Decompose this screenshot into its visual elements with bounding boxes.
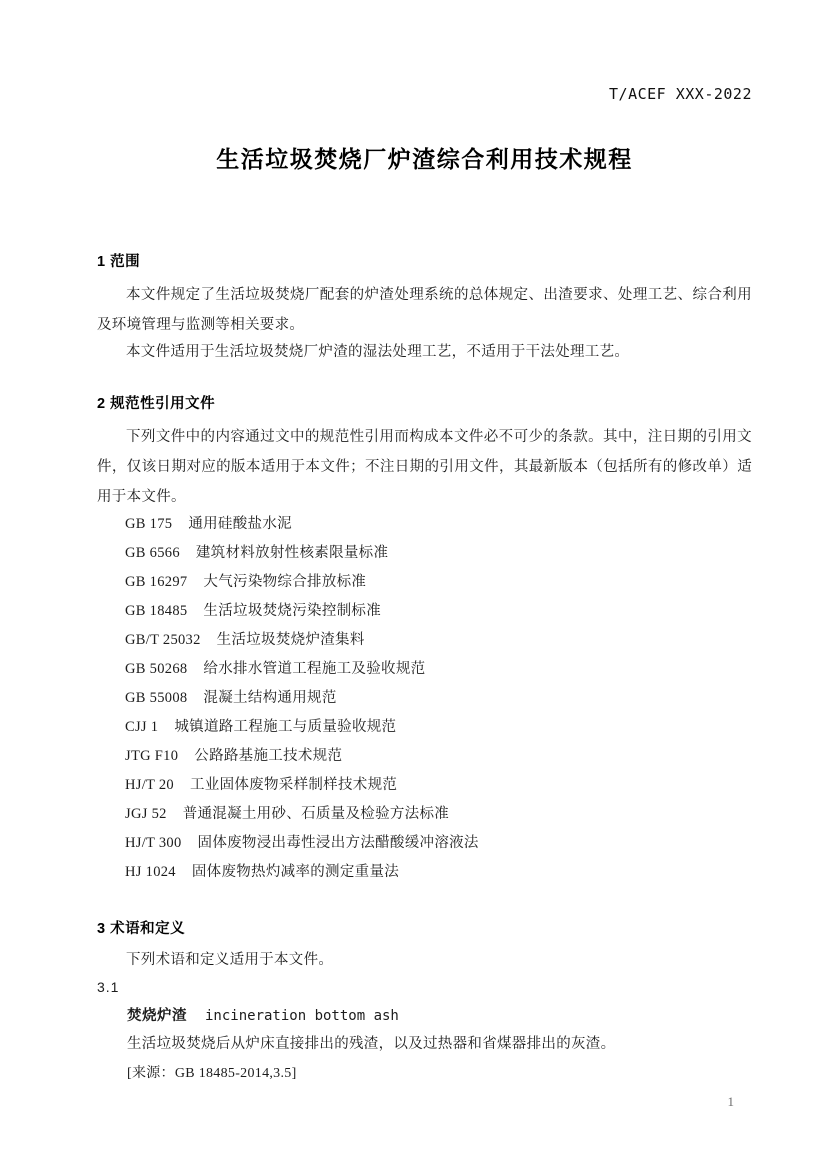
terms-intro: 下列术语和定义适用于本文件。 [126,952,334,968]
reference-code: HJ 1024 [125,864,176,880]
reference-item [125,800,752,829]
section-heading-references: 2 规范性引用文件 [97,396,216,412]
term-en: incineration bottom ash [205,1008,399,1024]
reference-name: 生活垃圾焚烧炉渣集料 [216,632,365,648]
reference-code: JTG F10 [125,748,179,764]
reference-name: 建筑材料放射性核素限量标准 [195,545,389,561]
reference-name: 固体废物浸出毒性浸出方法醋酸缓冲溶液法 [197,835,479,851]
reference-item [125,829,752,858]
reference-name: 普通混凝土用砂、石质量及检验方法标准 [182,806,450,822]
section-heading-scope: 1 范围 [97,254,141,270]
reference-item [125,771,752,800]
reference-item [125,742,752,771]
scope-paragraph-2: 本文件适用于生活垃圾焚烧厂炉渣的湿法处理工艺，不适用于干法处理工艺。 [126,344,630,360]
reference-item [125,539,752,568]
term-source: [来源：GB 18485-2014,3.5] [127,1066,297,1081]
document-title: 生活垃圾焚烧厂炉渣综合利用技术规程 [216,146,633,172]
reference-item [125,858,752,887]
reference-name: 混凝土结构通用规范 [203,690,337,706]
reference-code: HJ/T 300 [125,835,182,851]
reference-code: GB 55008 [125,690,188,706]
reference-item [125,684,752,713]
reference-code: HJ/T 20 [125,777,174,793]
reference-code: GB 6566 [125,545,180,561]
reference-item [125,655,752,684]
reference-name: 大气污染物综合排放标准 [203,574,367,590]
reference-item [125,568,752,597]
term-entry-number: 3.1 [97,979,120,995]
reference-item [125,510,752,539]
reference-item [125,713,752,742]
reference-item [125,597,752,626]
term-zh: 焚烧炉渣 [127,1008,187,1024]
reference-name: 给水排水管道工程施工及验收规范 [203,661,426,677]
reference-name: 固体废物热灼减率的测定重量法 [191,864,400,880]
reference-name: 工业固体废物采样制样技术规范 [189,777,398,793]
reference-name: 城镇道路工程施工与质量验收规范 [174,719,397,735]
reference-item [125,626,752,655]
reference-name: 生活垃圾焚烧污染控制标准 [203,603,382,619]
page-number: 1 [727,1094,734,1109]
reference-code: GB 18485 [125,603,188,619]
reference-code: GB 175 [125,516,173,532]
reference-code: CJJ 1 [125,719,159,735]
references-list [97,510,752,887]
section-heading-terms: 3 术语和定义 [97,921,186,937]
reference-code: GB 50268 [125,661,188,677]
reference-name: 通用硅酸盐水泥 [188,516,292,532]
reference-code: GB 16297 [125,574,188,590]
scope-paragraph-1: 本文件规定了生活垃圾焚烧厂配套的炉渣处理系统的总体规定、出渣要求、处理工艺、综合利用及环境管理与监测等相关要求。 [97,287,752,333]
standard-code: T/ACEF XXX-2022 [609,85,752,103]
reference-code: JGJ 52 [125,806,167,822]
term-definition: 生活垃圾焚烧后从炉床直接排出的残渣，以及过热器和省煤器排出的灰渣。 [127,1036,616,1052]
reference-code: GB/T 25032 [125,632,201,648]
references-intro: 下列文件中的内容通过文中的规范性引用而构成本文件必不可少的条款。其中，注日期的引用文件，仅该日期对应的版本适用于本文件；不注日期的引用文件，其最新版本（包括所有的修改单）适用于本文件。 [97,429,752,505]
reference-name: 公路路基施工技术规范 [194,748,343,764]
term-line [97,1004,752,1025]
